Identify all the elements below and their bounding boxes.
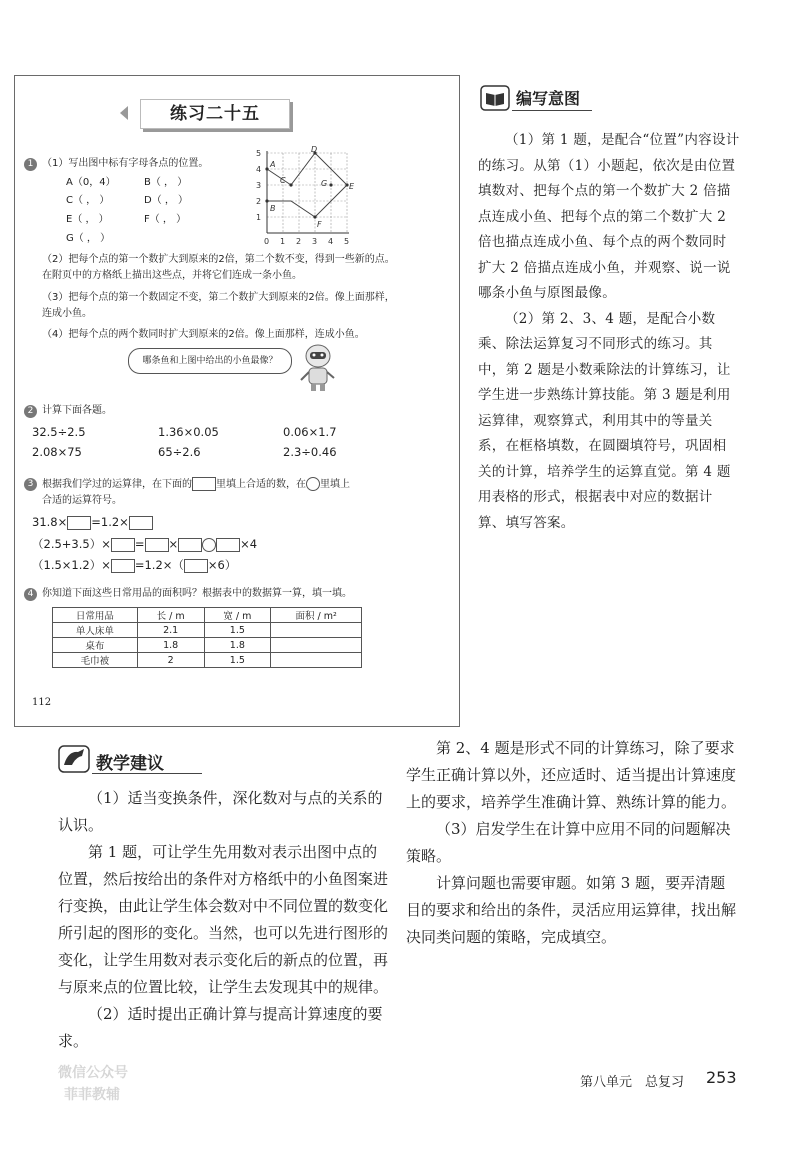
table-cell: 2 [137, 653, 204, 668]
textbook-page-number: 112 [32, 697, 52, 708]
q3-blank[interactable] [184, 559, 208, 573]
point-label-a: A [270, 160, 276, 169]
guidance-paragraph: （3）启发学生在计算中应用不同的问题解决策略。 [406, 820, 731, 865]
q1-point-b: B（ ， ） [144, 177, 188, 188]
y-tick-3: 3 [256, 181, 262, 190]
unit-label: 第八单元 总复习 [580, 1075, 685, 1090]
table-header-row [53, 608, 362, 623]
items-area-table [52, 607, 362, 668]
q1-point-e: E（ ， ） [66, 214, 109, 225]
table-header: 日常用品 [53, 608, 138, 623]
y-tick-4: 4 [256, 165, 262, 174]
table-cell: 桌布 [53, 638, 138, 653]
q3-blank[interactable] [178, 538, 202, 552]
table-row [53, 623, 362, 638]
point-label-e: E [349, 182, 355, 191]
q2-item-2: 1.36×0.05 [158, 425, 219, 439]
q3-blank[interactable] [145, 538, 169, 552]
question-1-number: 1 [24, 158, 37, 171]
q3-line-1: 31.8× =1.2× [32, 515, 153, 530]
coordinate-grid [250, 145, 355, 250]
q1-point-c: C（ ， ） [66, 195, 110, 206]
q1-sub-2: （2）把每个点的第一个数扩大到原来的2倍，第二个数不变，得到一些新的点。在附页中的方格纸上描出这些点，并将它们连成一条小鱼。 [42, 254, 395, 281]
question-4-number: 4 [24, 588, 37, 601]
guidance-paragraph: 计算问题也需要审题。如第 3 题，要弄清题目的要求和给出的条件，灵活应用运算律，找出解决同类问题的策略，完成填空。 [406, 874, 737, 946]
q2-item-3: 0.06×1.7 [283, 425, 337, 439]
answer-box-icon [192, 477, 216, 491]
teaching-icon [58, 745, 90, 773]
area-answer-cell[interactable] [271, 653, 362, 668]
guidance-heading-underline [92, 773, 202, 774]
q2-item-4: 2.08×75 [32, 445, 82, 459]
q3-blank[interactable] [216, 538, 240, 552]
q1-point-g: G（ ， ） [66, 233, 111, 244]
guidance-paragraph: 第 1 题，可让学生先用数对表示出图中点的位置，然后按给出的条件对方格纸中的小鱼图案进行变换，由此让学生体会数对中不同位置的数变化所引起的图形的变化。当然，也可以先进行图形的变化，让学生用数对表示变化后的新点的位置，再与原来点的位置比较，让学生去发现其中的规律。 [58, 843, 389, 996]
q1-prompt: （1）写出图中标有字母各点的位置。 [42, 158, 209, 169]
x-tick-5: 5 [344, 237, 350, 246]
title-arrow-icon [120, 106, 128, 120]
table-cell: 2.1 [137, 623, 204, 638]
robot-icon [298, 342, 338, 394]
q1-sub-3: （3）把每个点的第一个数固定不变，第二个数扩大到原来的2倍。像上面那样，连成小鱼。 [42, 292, 395, 319]
guidance-paragraph: 第 2、4 题是形式不同的计算练习，除了要求学生正确计算以外，还应适时、适当提出计算速度上的要求，培养学生准确计算、熟练计算的能力。 [406, 739, 737, 811]
point-label-f: F [317, 220, 322, 229]
x-tick-0: 0 [264, 237, 270, 246]
table-cell: 1.8 [137, 638, 204, 653]
q1-sub-4: （4）把每个点的两个数同时扩大到原来的2倍。像上面那样，连成小鱼。 [42, 329, 365, 340]
question-3-number: 3 [24, 478, 37, 491]
guidance-right-column [406, 735, 738, 951]
y-tick-5: 5 [256, 149, 262, 158]
q2-item-1: 32.5÷2.5 [32, 425, 86, 439]
table-cell: 毛巾被 [53, 653, 138, 668]
q4-prompt: 你知道下面这些日常用品的面积吗？根据表中的数据算一算，填一填。 [42, 588, 352, 599]
intent-heading-underline [512, 110, 592, 111]
point-label-g: G [321, 179, 328, 188]
guidance-paragraph: （1）适当变换条件，深化数对与点的关系的认识。 [58, 789, 383, 834]
q3-blank[interactable] [111, 559, 135, 573]
q3-prompt-line2: 合适的运算符号。 [42, 495, 122, 506]
y-tick-2: 2 [256, 197, 262, 206]
y-tick-1: 1 [256, 213, 262, 222]
q3-line-2: （2.5+3.5）× = × ×4 [32, 537, 258, 551]
intent-paragraph-2: （2）第 2、3、4 题，是配合小数乘、除法运算复习不同形式的练习。其中，第 2 题是小数乘除法的计算练习，让学生进一步熟练计算技能。第 3 题是利用运算律，观察算式，利用其中的等量关系，在框格填数，在圆圈填符号，巩固相关的计算，培养学生的运算直觉。第 4 题用表格的形式，根据表中对应的数据计算、填写答案。 [478, 310, 731, 531]
table-row [53, 653, 362, 668]
q1-point-a: A（0，4） [66, 177, 116, 188]
table-cell: 1.5 [204, 653, 271, 668]
x-tick-4: 4 [328, 237, 334, 246]
q2-prompt: 计算下面各题。 [42, 405, 112, 416]
area-answer-cell[interactable] [271, 638, 362, 653]
table-header: 宽 / m [204, 608, 271, 623]
exercise-title: 练习二十五 [140, 99, 290, 129]
q3-operator-circle[interactable] [202, 538, 216, 552]
q2-item-5: 65÷2.6 [158, 445, 201, 459]
x-tick-2: 2 [296, 237, 302, 246]
intent-paragraph-1: （1）第 1 题，是配合“位置”内容设计的练习。从第（1）小题起，依次是由位置填数对、把每个点的第一个数扩大 2 倍描点连成小鱼、把每个点的第二个数扩大 2 倍也描点连成小鱼、每个点的两个数同时扩大 2 倍描点连成小鱼，并观察、说一说哪条小鱼与原图最像。 [478, 132, 740, 301]
guidance-paragraph: （2）适时提出正确计算与提高计算速度的要求。 [58, 1005, 383, 1050]
q3-blank[interactable] [111, 538, 135, 552]
x-tick-1: 1 [280, 237, 286, 246]
q1-point-f: F（ ， ） [144, 214, 187, 225]
table-cell: 单人床单 [53, 623, 138, 638]
intent-heading: 编写意图 [516, 89, 581, 108]
guidance-heading: 教学建议 [96, 754, 164, 774]
intent-text [478, 128, 740, 536]
table-cell: 1.5 [204, 623, 271, 638]
point-label-c: C [280, 176, 286, 185]
robot-speech-bubble: 哪条鱼和上图中给出的小鱼最像？ [128, 348, 292, 374]
point-label-d: D [311, 145, 318, 154]
watermark-line-2: 菲菲教辅 [64, 1087, 120, 1103]
q2-item-6: 2.3÷0.46 [283, 445, 337, 459]
point-label-b: B [270, 204, 276, 213]
table-header: 面积 / m² [271, 608, 362, 623]
book-icon [480, 85, 510, 111]
table-header: 长 / m [137, 608, 204, 623]
page-number: 253 [706, 1068, 737, 1087]
q3-prompt-line1: 根据我们学过的运算律，在下面的 里填上合适的数，在 里填上 [42, 479, 350, 490]
watermark-line-1: 微信公众号 [58, 1065, 128, 1081]
x-tick-3: 3 [312, 237, 318, 246]
q1-point-d: D（ ， ） [144, 195, 189, 206]
q3-blank[interactable] [129, 516, 153, 530]
question-2-number: 2 [24, 405, 37, 418]
area-answer-cell[interactable] [271, 623, 362, 638]
q3-line-3: （1.5×1.2）× =1.2×（ ×6） [32, 558, 237, 572]
table-row [53, 638, 362, 653]
q3-blank[interactable] [67, 516, 91, 530]
guidance-left-column [58, 785, 388, 1055]
table-cell: 1.8 [204, 638, 271, 653]
answer-circle-icon [306, 477, 320, 491]
